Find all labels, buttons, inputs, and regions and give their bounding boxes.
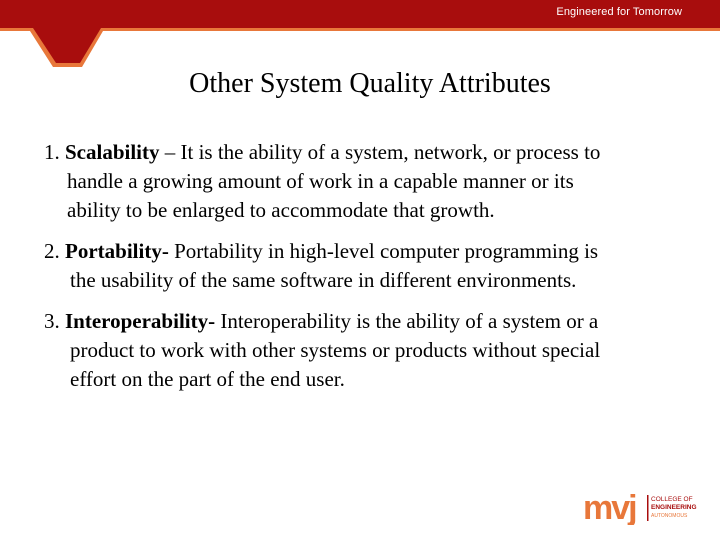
logo-divider: [647, 495, 649, 521]
slide-title: Other System Quality Attributes: [189, 68, 551, 99]
logo-line-1: COLLEGE OF: [651, 496, 693, 503]
logo-line-3: AUTONOMOUS: [651, 513, 688, 519]
college-logo: [583, 489, 703, 525]
slide-content: [44, 138, 694, 406]
item-first-line: [44, 237, 694, 266]
header-tagline: Engineered for Tomorrow: [556, 6, 682, 18]
item-text: Portability in high-level computer programming is: [168, 239, 599, 263]
list-item-portability: [44, 237, 694, 295]
item-text: handle a growing amount of work in a capable manner or its: [67, 169, 574, 193]
item-text: product to work with other systems or products without special: [70, 338, 601, 362]
item-number: 2.: [44, 239, 60, 263]
item-number: 3.: [44, 309, 60, 333]
list-item-interoperability: [44, 307, 694, 394]
item-term: Scalability: [65, 140, 160, 164]
item-term: Interoperability-: [65, 309, 216, 333]
logo-mark: mvj: [583, 489, 636, 525]
item-text: the usability of the same software in different environments.: [70, 268, 577, 292]
item-text: ability to be enlarged to accommodate that growth.: [67, 198, 495, 222]
item-text: effort on the part of the end user.: [70, 367, 345, 391]
item-text: Interoperability is the ability of a system or a: [215, 309, 599, 333]
logo-line-2: ENGINEERING: [651, 504, 697, 511]
item-first-line: [44, 138, 694, 167]
list-item-scalability: [44, 138, 694, 225]
item-text: – It is the ability of a system, network, or process to: [159, 140, 601, 164]
item-number: 1.: [44, 140, 60, 164]
item-first-line: [44, 307, 694, 336]
item-term: Portability-: [65, 239, 169, 263]
